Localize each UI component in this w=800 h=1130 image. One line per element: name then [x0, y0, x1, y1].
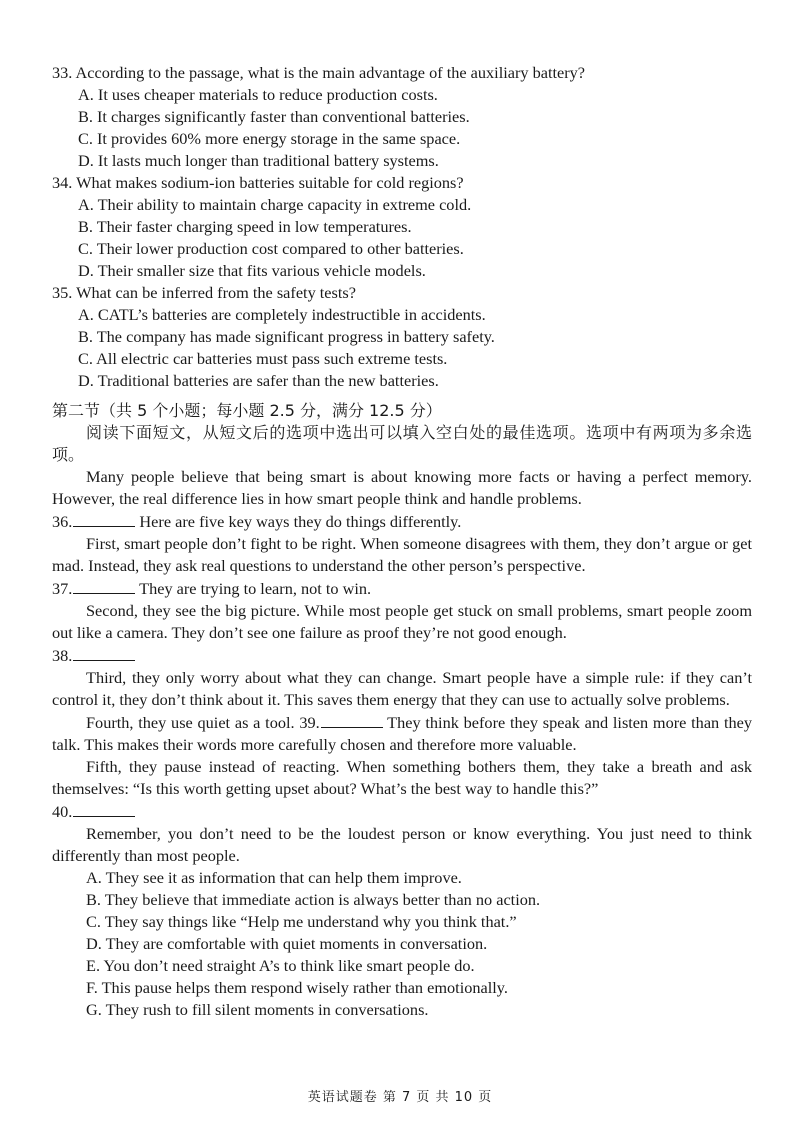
passage-paragraph-2	[52, 533, 752, 577]
option-d: D. Their smaller size that fits various vehicle models.	[78, 261, 426, 280]
option-d: D. It lasts much longer than traditional battery systems.	[78, 151, 439, 170]
option-b: B. It charges significantly faster than conventional batteries.	[78, 107, 470, 126]
option-e: E. You don’t need straight A’s to think like smart people do.	[86, 956, 475, 975]
option-d: D. Traditional batteries are safer than the new batteries.	[78, 371, 439, 390]
passage-paragraph-5	[52, 711, 752, 756]
option-a: A. CATL’s batteries are completely indestructible in accidents.	[78, 305, 486, 324]
paragraph-text: Second, they see the big picture. While most people get stuck on small problems, smart people zoom out like a camera. They don’t see one failure as proof they’re not good enough.	[52, 601, 752, 642]
paragraph-text: Many people believe that being smart is about knowing more facts or having a perfect memory. However, the real difference lies in how smart people think and handle problems.	[52, 467, 752, 508]
paragraph-text: Third, they only worry about what they can change. Smart people have a simple rule: if they can’t control it, they don’t think about it. This saves them energy that they can use to actually solve problems.	[52, 668, 752, 709]
blank-number: 40.	[52, 802, 73, 821]
option-a: A. They see it as information that can help them improve.	[86, 868, 462, 887]
question-stem: 34. What makes sodium-ion batteries suitable for cold regions?	[52, 173, 464, 192]
page-footer: 英语试题卷 第 7 页 共 10 页	[307, 1090, 493, 1105]
exam-page	[52, 62, 752, 1021]
option-b: B. The company has made significant progress in battery safety.	[78, 327, 495, 346]
question-33	[52, 62, 752, 172]
blank-number: 37.	[52, 579, 73, 598]
paragraph-text: Remember, you don’t need to be the loudest person or know everything. You just need to think differently than most people.	[52, 824, 752, 865]
paragraph-text: Here are five key ways they do things differently.	[135, 512, 462, 531]
option-f: F. This pause helps them respond wisely rather than emotionally.	[86, 978, 508, 997]
answer-blank-36	[73, 510, 135, 527]
option-c: C. It provides 60% more energy storage in the same space.	[78, 129, 461, 148]
answer-blank-37	[73, 577, 135, 594]
section-instruction: 阅读下面短文，从短文后的选项中选出可以填入空白处的最佳选项。选项中有两项为多余选项。	[52, 423, 752, 464]
section-title: 第二节（共 5 个小题；每小题 2.5 分，满分 12.5 分）	[52, 401, 442, 420]
paragraph-text: Fifth, they pause instead of reacting. When something bothers them, they take a breath and ask themselves: “Is this worth getting upset about? What’s the best way to handle this?”	[52, 757, 752, 798]
option-b: B. Their faster charging speed in low temperatures.	[78, 217, 412, 236]
option-a: A. It uses cheaper materials to reduce production costs.	[78, 85, 438, 104]
blank-36-line	[52, 510, 752, 533]
paragraph-text: First, smart people don’t fight to be right. When someone disagrees with them, they don’t argue or get mad. Instead, they ask real questions to understand the other person’s perspective.	[52, 534, 752, 575]
blank-number: 38.	[52, 646, 73, 665]
option-a: A. Their ability to maintain charge capacity in extreme cold.	[78, 195, 472, 214]
option-c: C. They say things like “Help me understand why you think that.”	[86, 912, 517, 931]
answer-blank-40	[73, 800, 135, 817]
paragraph-text: Fourth, they use quiet as a tool.	[86, 713, 300, 732]
question-stem: 33. According to the passage, what is the main advantage of the auxiliary battery?	[52, 63, 586, 82]
option-d: D. They are comfortable with quiet moments in conversation.	[86, 934, 488, 953]
blank-37-line	[52, 577, 752, 600]
blank-38-line	[52, 644, 752, 667]
paragraph-text: They are trying to learn, not to win.	[135, 579, 372, 598]
option-c: C. All electric car batteries must pass such extreme tests.	[78, 349, 448, 368]
question-35	[52, 282, 752, 392]
blank-number: 36.	[52, 512, 73, 531]
answer-blank-38	[73, 644, 135, 661]
passage-paragraph-3	[52, 600, 752, 644]
passage-paragraph-6	[52, 756, 752, 800]
paragraph-text: They think before they speak and listen more than they talk. This makes their words more carefully chosen and therefore more valuable.	[52, 713, 752, 754]
answer-options	[52, 867, 752, 1021]
answer-blank-39	[321, 711, 383, 728]
option-g: G. They rush to fill silent moments in conversations.	[86, 1000, 429, 1019]
question-34	[52, 172, 752, 282]
option-c: C. Their lower production cost compared to other batteries.	[78, 239, 464, 258]
passage-paragraph-7	[52, 823, 752, 867]
passage-paragraph-4	[52, 667, 752, 711]
option-b: B. They believe that immediate action is always better than no action.	[86, 890, 541, 909]
blank-40-line	[52, 800, 752, 823]
question-stem: 35. What can be inferred from the safety tests?	[52, 283, 356, 302]
blank-number: 39.	[299, 713, 320, 732]
passage-paragraph-1	[52, 466, 752, 510]
